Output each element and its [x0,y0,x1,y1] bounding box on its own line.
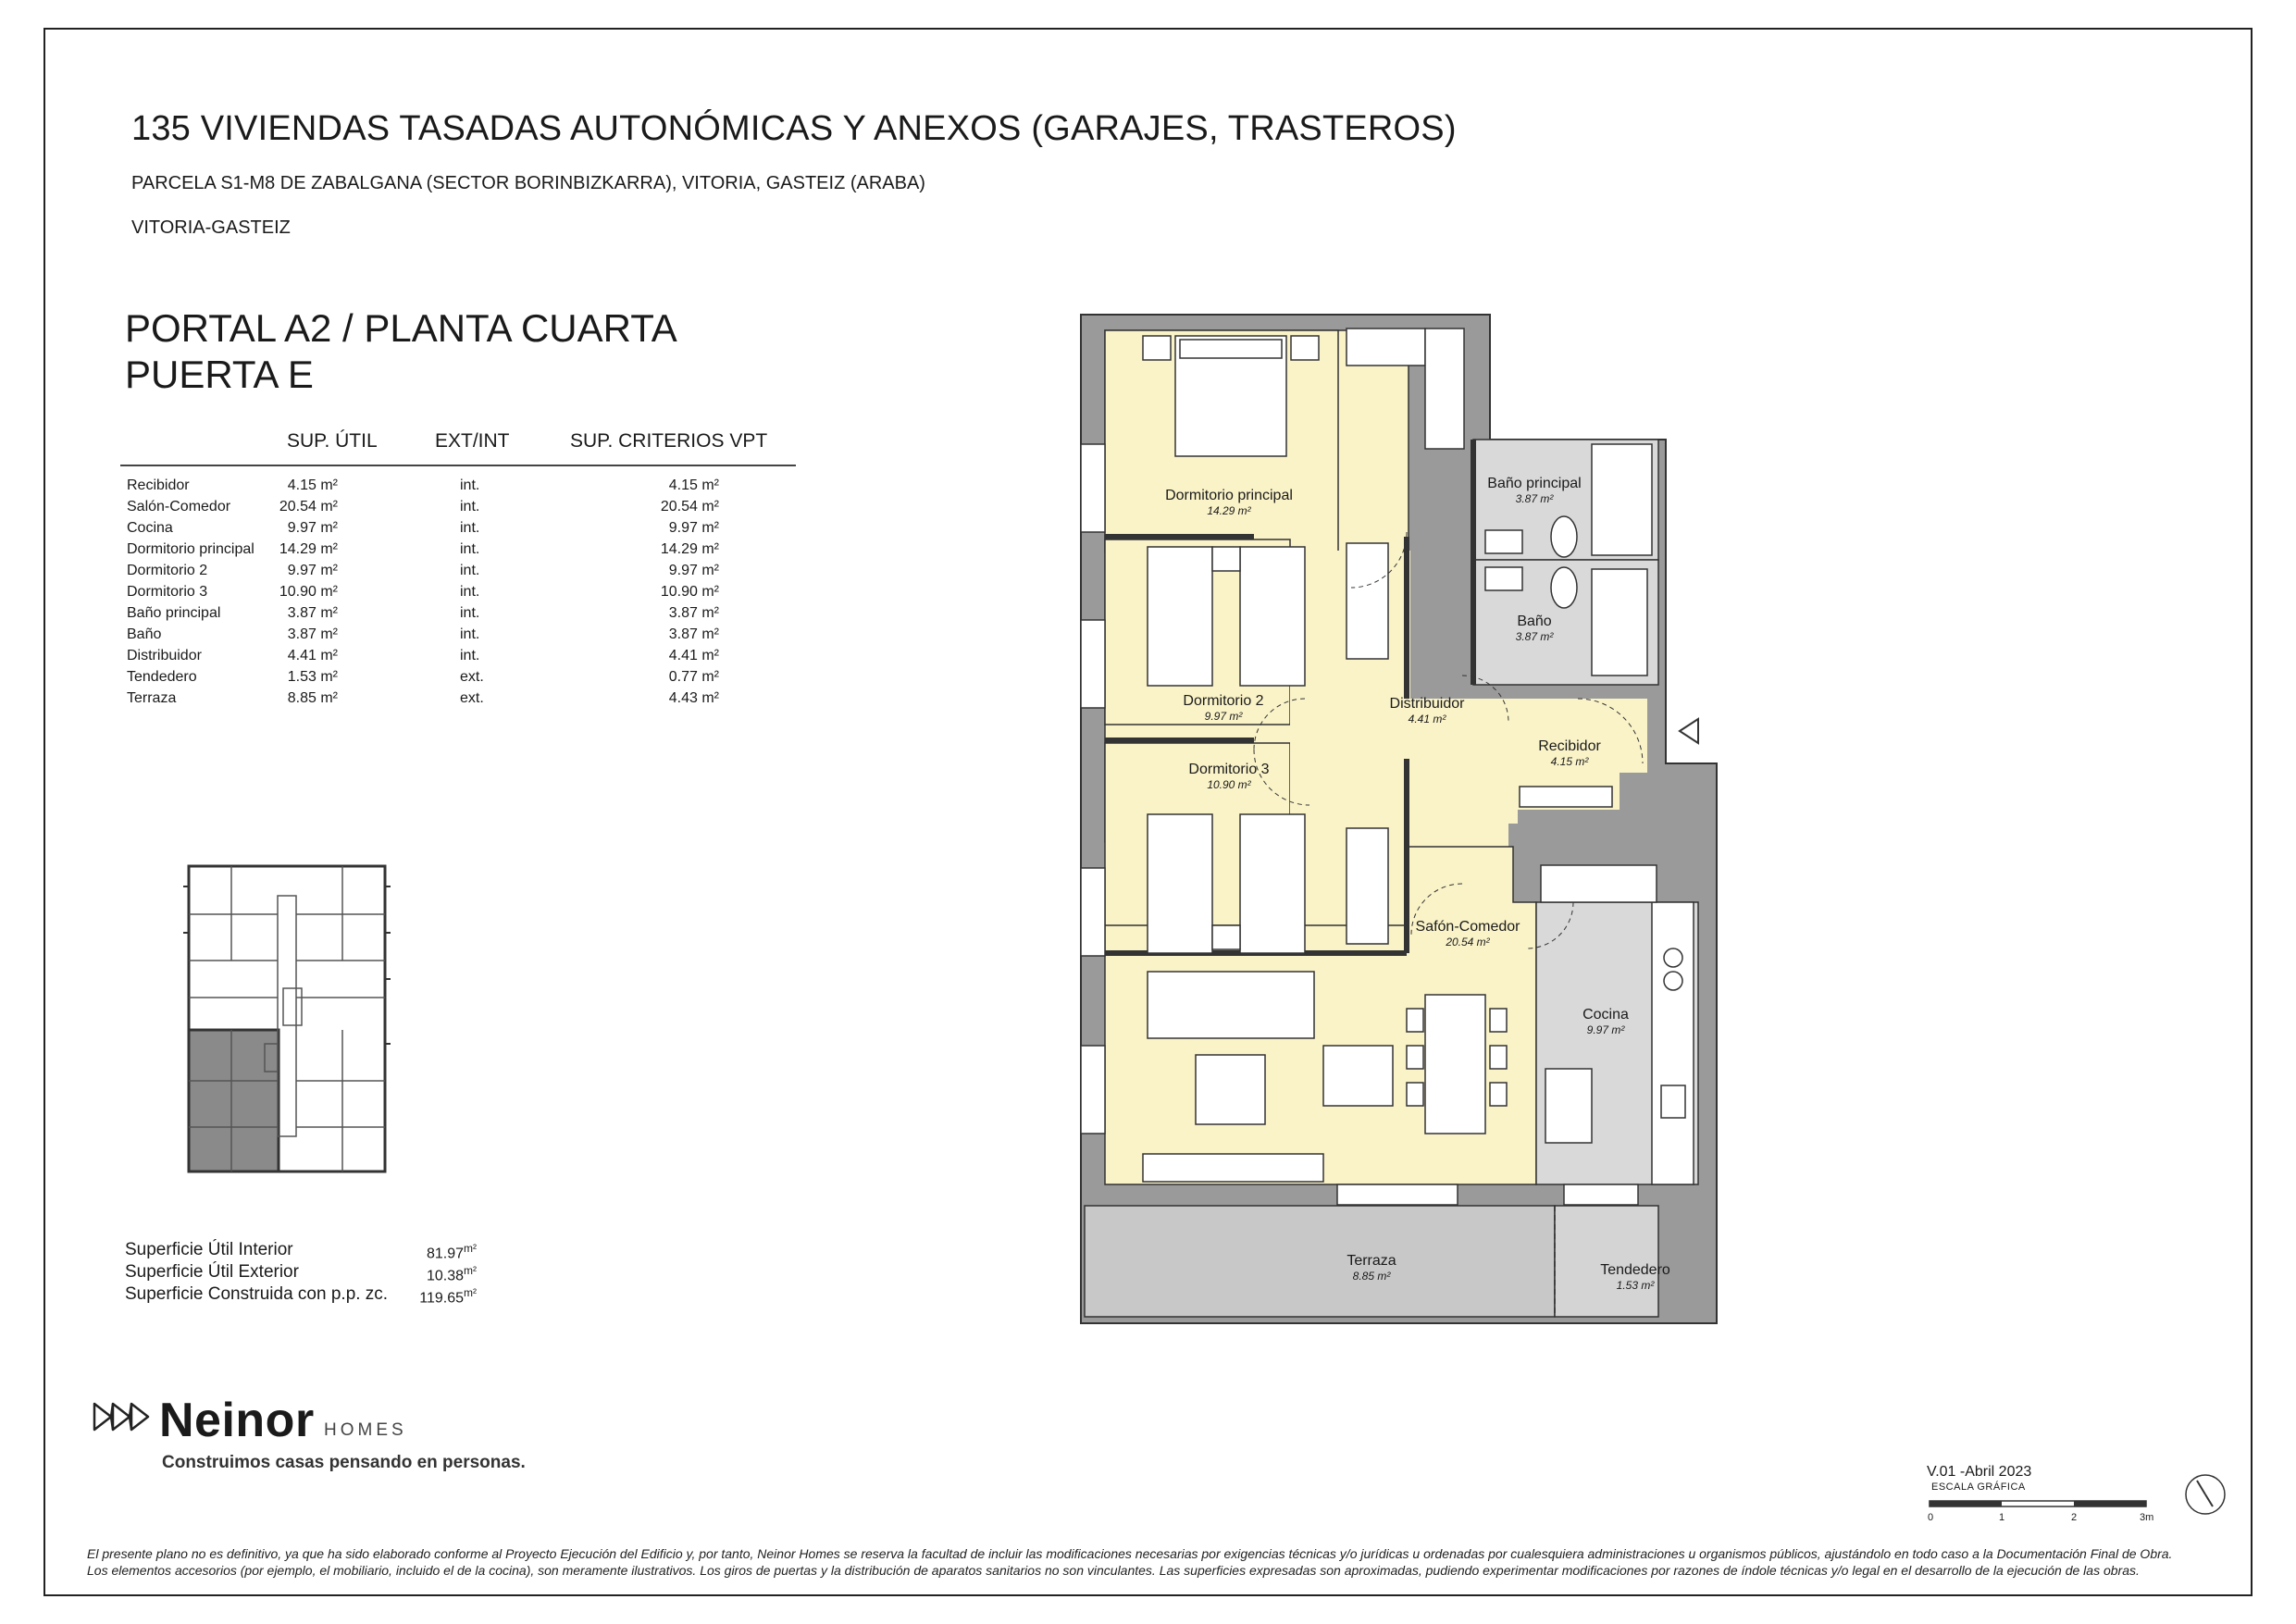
label-tendedero: Tendedero [1600,1262,1670,1278]
total-row: Superficie Construida con p.p. zc. $119.65^{m^2}$ [125,1284,477,1307]
label-distribuidor: Distribuidor [1389,696,1465,712]
project-city: VITORIA-GASTEIZ [131,217,291,238]
brand-suffix: HOMES [324,1420,407,1440]
brand-tagline: Construimos casas pensando en personas. [162,1453,526,1472]
table-row: Dormitorio principal 14.29 m² int. 14.29 m² [127,541,719,557]
scale-tick: 3m [2140,1512,2154,1523]
project-title: 135 VIVIENDAS TASADAS AUTONÓMICAS Y ANEXOS (GARAJES, TRASTEROS) [131,109,1457,148]
total-row: Superficie Útil Exterior $10.38^{m^2}$ [125,1262,477,1284]
table-row: Terraza 8.85 m² ext. 4.43 m² [127,690,719,706]
area-dormitorio-3: 10.90 m² [1207,778,1251,791]
scale-tick: 1 [1999,1512,2005,1523]
area-bano-principal: 3.87 m² [1515,492,1554,505]
brand-name: Neinor [159,1394,315,1447]
label-recibidor: Recibidor [1538,738,1601,754]
disclaimer-line-1: El presente plano no es definitivo, ya que ha sido elaborado conforme al Proyecto Ejecución del Edificio y, por tanto, Neinor Homes se reserva la facultad de incluir las modificaciones necesarias por exigencias técnicas y/o jurídicas u ordenadas por cualesquiera administraciones u organismos públicos, ajustándolo en todo caso a la Documentación Final de Obra. [87,1546,2173,1561]
scale-bar [1927,1497,2158,1512]
room-tendedero [1555,1206,1658,1317]
north-arrow-icon [2184,1473,2227,1516]
scale-tick: 2 [2071,1512,2078,1523]
unit-line-2: PUERTA E [125,353,314,396]
floor-plan [1074,310,1740,1328]
area-dormitorio-2: 9.97 m² [1204,710,1243,723]
area-distribuidor: 4.41 m² [1408,713,1446,725]
label-terraza: Terraza [1347,1253,1396,1269]
area-recibidor: 4.15 m² [1550,755,1589,768]
project-subtitle: PARCELA S1-M8 DE ZABALGANA (SECTOR BORINBIZKARRA), VITORIA, GASTEIZ (ARABA) [131,173,925,193]
unit-line-1: PORTAL A2 / PLANTA CUARTA [125,306,677,350]
version-label: V.01 -Abril 2023 [1927,1464,2032,1480]
area-bano: 3.87 m² [1515,630,1554,643]
label-dormitorio-3: Dormitorio 3 [1188,762,1270,777]
label-cocina: Cocina [1582,1007,1629,1023]
table-row: Distribuidor 4.41 m² int. 4.41 m² [127,648,719,663]
table-row: Dormitorio 3 10.90 m² int. 10.90 m² [127,584,719,600]
table-header-rule [120,465,796,466]
key-plan [176,859,398,1178]
label-dormitorio-principal: Dormitorio principal [1165,488,1293,503]
label-bano-principal: Baño principal [1487,476,1582,491]
scale-label: ESCALA GRÁFICA [1931,1481,2026,1493]
total-row: Superficie Útil Interior $81.97^{m^2}$ [125,1240,477,1262]
area-cocina: 9.97 m² [1586,1023,1625,1036]
col-header-vpt: SUP. CRITERIOS VPT [570,430,768,452]
neinor-logo-icon [93,1400,152,1433]
table-row: Tendedero 1.53 m² ext. 0.77 m² [127,669,719,685]
label-dormitorio-2: Dormitorio 2 [1183,693,1264,709]
area-dormitorio-principal: 14.29 m² [1207,504,1251,517]
col-header-ext: EXT/INT [435,430,510,452]
area-terraza: 8.85 m² [1352,1270,1391,1283]
scale-tick: 0 [1928,1512,1934,1523]
col-header-util: SUP. ÚTIL [287,430,378,452]
room-terraza [1085,1206,1555,1317]
area-salon: 20.54 m² [1446,936,1490,948]
table-row: Recibidor 4.15 m² int. 4.15 m² [127,477,719,493]
area-tendedero: 1.53 m² [1616,1279,1655,1292]
table-row: Baño principal 3.87 m² int. 3.87 m² [127,605,719,621]
table-row: Cocina 9.97 m² int. 9.97 m² [127,520,719,536]
table-row: Salón-Comedor 20.54 m² int. 20.54 m² [127,499,719,514]
unit-title [125,305,677,398]
label-bano: Baño [1517,614,1552,629]
table-row: Dormitorio 2 9.97 m² int. 9.97 m² [127,563,719,578]
label-salon: Safón-Comedor [1415,919,1520,935]
table-row: Baño 3.87 m² int. 3.87 m² [127,626,719,642]
entrance-arrow-icon [1680,719,1698,743]
disclaimer-line-2: Los elementos accesorios (por ejemplo, el mobiliario, incluido el de la cocina), son meramente ilustrativos. Los giros de puertas y la distribución de aparatos sanitarios no son vinculantes. Las superficies expresadas son aproximadas, pudiendo experimentar modificaciones por razones de índole técnicas y/o legal en el desarrollo de la ejecución de las obras. [87,1563,2140,1578]
